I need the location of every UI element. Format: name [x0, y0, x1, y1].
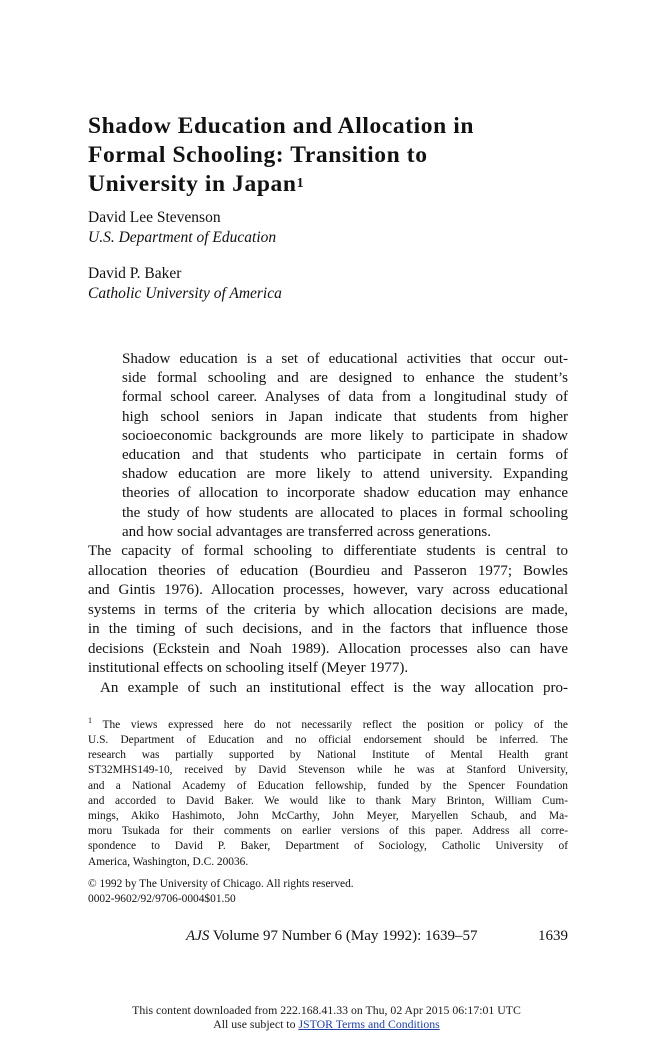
journal-abbrev: AJS	[186, 928, 210, 944]
title-line-3	[88, 170, 608, 199]
footnote-line: mings, Akiko Hashimoto, John McCarthy, John Meyer, Maryellen Schaub, and Ma-	[88, 810, 568, 823]
body-line: and Gintis 1976). Allocation processes, however, vary across educational	[88, 582, 568, 598]
author-1-name: David Lee Stevenson	[88, 209, 221, 226]
abstract-line: side formal schooling and are designed to enhance the student’s	[122, 370, 568, 387]
footnote-line: America, Washington, D.C. 20036.	[88, 855, 249, 868]
abstract	[122, 350, 568, 542]
article-title	[88, 112, 608, 199]
download-line: This content downloaded from 222.168.41.33 on Thu, 02 Apr 2015 06:17:01 UTC	[132, 1003, 521, 1017]
footnote	[88, 713, 568, 870]
footnote-line: ST32MHS149-10, received by David Stevenson while he was at Stanford University,	[88, 764, 568, 777]
footnote-mark: 1	[88, 716, 92, 725]
abstract-line: Shadow education is a set of educational activities that occur out-	[122, 351, 568, 367]
abstract-line: high school seniors in Japan indicate that students from higher	[122, 408, 568, 425]
footnote-line-1	[88, 713, 568, 733]
abstract-line: socioeconomic backgrounds are more likely to participate in shadow	[122, 427, 568, 444]
issn-code: 0002-9602/92/9706-0004$01.50	[88, 893, 236, 906]
body-text	[88, 542, 568, 698]
footnote-line-1-text: The views expressed here do not necessarily reflect the position or policy of the	[102, 718, 568, 731]
title-line-3-text: University in Japan	[88, 171, 297, 197]
body-line: institutional effects on schooling itself (Meyer 1977).	[88, 660, 409, 676]
abstract-line: education and that students who participate in certain forms of	[122, 447, 568, 464]
abstract-line: and how social advantages are transferred across generations.	[122, 523, 492, 540]
author-2	[88, 264, 282, 304]
footnote-line: spondence to David P. Baker, Department of Sociology, Catholic University of	[88, 840, 568, 853]
author-2-affiliation: Catholic University of America	[88, 285, 282, 302]
author-1-affiliation: U.S. Department of Education	[88, 229, 277, 246]
title-line-1: Shadow Education and Allocation in	[88, 113, 475, 139]
journal-volume-info: Volume 97 Number 6 (May 1992): 1639–57	[212, 928, 478, 944]
title-footnote-mark: 1	[296, 176, 305, 191]
body-line: allocation theories of education (Bourdieu and Passeron 1977; Bowles	[88, 562, 568, 579]
abstract-line: the study of how students are allocated to places in formal schooling	[122, 504, 568, 521]
abstract-line: theories of allocation to incorporate shadow education may enhance	[122, 485, 568, 502]
abstract-line: formal school career. Analyses of data from a longitudinal study of	[122, 389, 568, 406]
copyright-notice: © 1992 by The University of Chicago. All rights reserved.	[88, 878, 354, 890]
abstract-line: shadow education are more likely to attend university. Expanding	[122, 466, 568, 483]
footnote-line: research was partially supported by National Institute of Mental Health grant	[88, 749, 568, 762]
title-line-2: Formal Schooling: Transition to	[88, 142, 428, 168]
body-line: decisions (Eckstein and Noah 1989). Allocation processes also can have	[88, 640, 568, 657]
jstor-terms-link[interactable]: JSTOR Terms and Conditions	[298, 1017, 440, 1031]
footnote-line: and a National Academy of Education fellowship, funded by the Spencer Foundation	[88, 779, 568, 792]
footnote-line: U.S. Department of Education and no official endorsement should be inferred. The	[88, 734, 568, 746]
journal-citation	[186, 928, 568, 945]
body-line: An example of such an institutional effect is the way allocation pro-	[100, 679, 568, 696]
footnote-line: and accorded to David Baker. We would like to thank Mary Brinton, William Cum-	[88, 794, 568, 807]
author-1	[88, 208, 276, 248]
author-2-name: David P. Baker	[88, 265, 182, 282]
terms-line	[0, 1017, 653, 1031]
body-line: systems in terms of the criteria by which allocation decisions are made,	[88, 601, 568, 618]
page-number: 1639	[538, 928, 568, 944]
download-notice	[0, 1003, 653, 1031]
copyright-block	[88, 877, 354, 908]
terms-prefix: All use subject to	[213, 1017, 299, 1031]
body-line: The capacity of formal schooling to differentiate students is central to	[88, 543, 568, 559]
body-line: in the timing of such decisions, and in the factors that influence those	[88, 621, 568, 637]
footnote-line: moru Tsukada for their comments on earlier versions of this paper. Address all corre-	[88, 825, 568, 838]
